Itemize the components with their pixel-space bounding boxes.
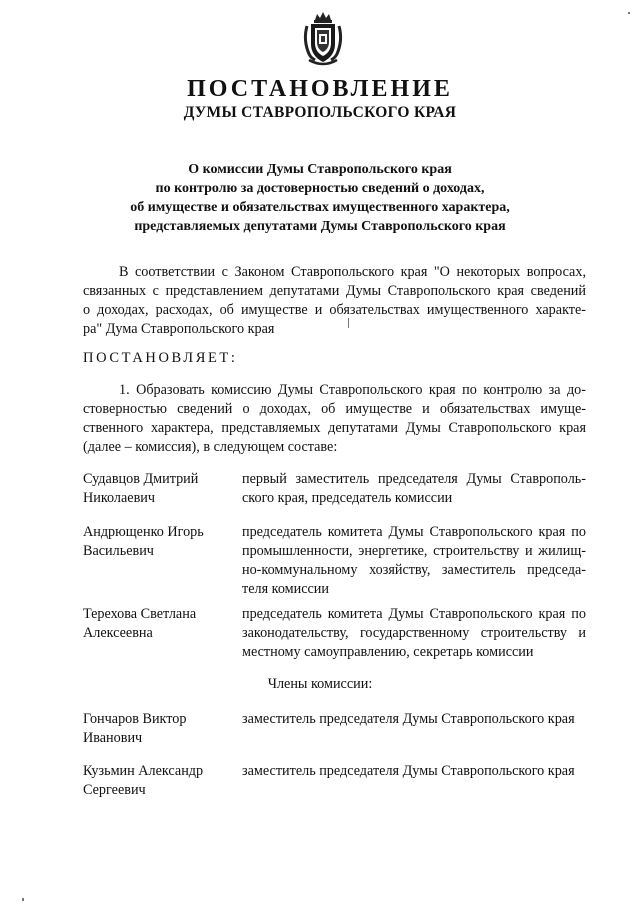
subject-line: по контролю за достоверностью сведений о доходах,	[155, 181, 485, 196]
member-role: заместитель председателя Думы Ставропольского края	[242, 711, 575, 727]
document-title: ПОСТАНОВЛЕНИЕ	[187, 76, 453, 102]
members-heading: Члены комиссии:	[267, 676, 373, 692]
preamble-line: В соответствии с Законом Ставропольского края "О некоторых вопросах,	[119, 264, 586, 280]
item1-line: ственного характера, представляемых депутатами Думы Ставропольского края	[83, 420, 586, 436]
scan-speck	[628, 12, 630, 14]
member-role: председатель комитета Думы Ставропольского края по законодательству, государственному строительству и местному самоуправлению, секретарь комиссии	[242, 606, 586, 660]
preamble-line: о доходах, расходах, об имуществе и обязательствах имущественного характе-	[83, 302, 586, 318]
document-subject	[0, 160, 640, 236]
item1-line: 1. Образовать комиссию Думы Ставропольского края по контролю за до-	[119, 382, 586, 398]
coat-of-arms-icon	[301, 10, 345, 66]
member-name: Терехова Светлана Алексеевна	[83, 606, 197, 641]
item1-line: стоверностью сведений о доходах, об имуществе и обязательствах имуще-	[83, 401, 586, 417]
item1-paragraph	[83, 381, 586, 457]
subject-line: об имуществе и обязательствах имущественного характера,	[130, 200, 510, 215]
subject-line: О комиссии Думы Ставропольского края	[188, 162, 452, 177]
decree-word: ПОСТАНОВЛЯЕТ:	[83, 350, 238, 366]
item1-line: (далее – комиссия), в следующем составе:	[83, 439, 338, 455]
preamble-paragraph	[83, 263, 586, 339]
member-name: Кузьмин Александр Сергеевич	[83, 763, 204, 798]
member-role: первый заместитель председателя Думы Ставрополь- ского края, председатель комиссии	[242, 471, 586, 506]
scan-speck	[22, 898, 24, 901]
subject-line: представляемых депутатами Думы Ставропольского края	[134, 219, 506, 234]
member-name: Андрющенко Игорь Васильевич	[83, 524, 204, 559]
member-name: Гончаров Виктор Иванович	[83, 711, 187, 746]
document-issuer: ДУМЫ СТАВРОПОЛЬСКОГО КРАЯ	[183, 104, 457, 121]
preamble-line: ра" Дума Ставропольского края	[83, 321, 275, 337]
member-name: Судавцов Дмитрий Николаевич	[83, 471, 199, 506]
member-role: заместитель председателя Думы Ставропольского края	[242, 763, 575, 779]
scan-speck	[348, 318, 349, 328]
preamble-line: связанных с представлением депутатами Думы Ставропольского края сведений	[83, 283, 586, 299]
member-role: председатель комитета Думы Ставропольского края по промышленности, энергетике, строительству и жилищ- но-коммунальному хозяйству, заместитель председа- теля комиссии	[242, 524, 586, 597]
